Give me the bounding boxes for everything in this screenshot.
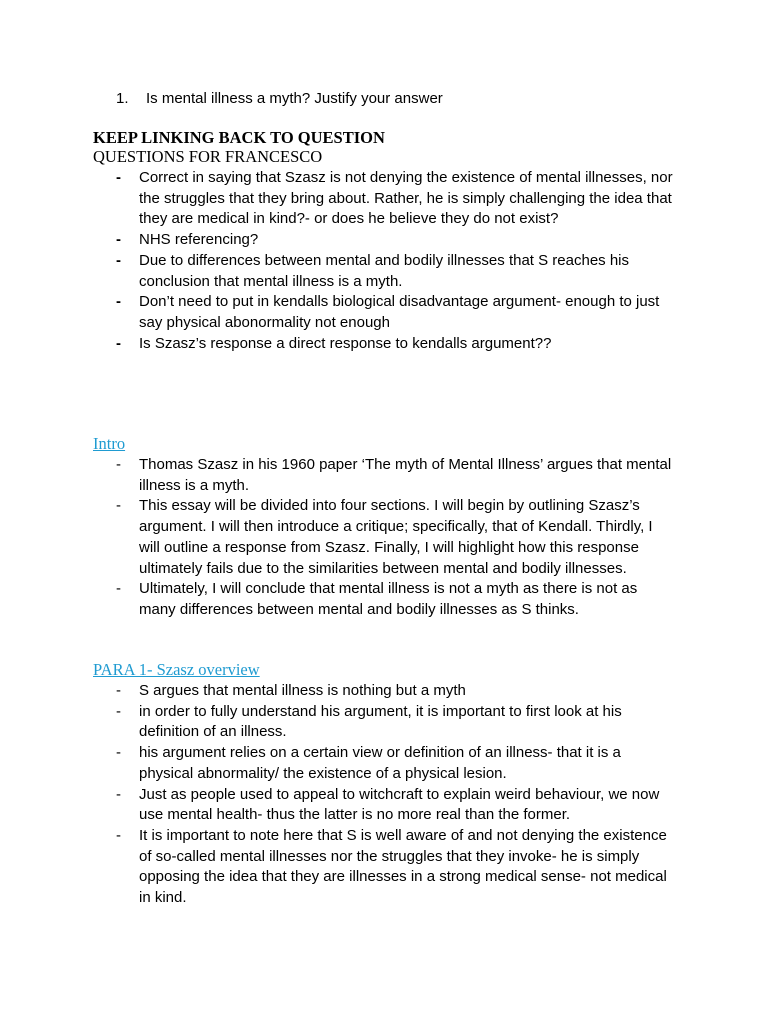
list-item-text: Just as people used to appeal to witchcraft to explain weird behaviour, we now use mental health- thus the latter is no more real than the former. (139, 785, 660, 824)
bullet-dash: - (116, 293, 121, 311)
bullet-dash: - (116, 231, 121, 249)
list-item-text: Due to differences between mental and bodily illnesses that S reaches his conclusion that mental illness is a myth. (139, 251, 630, 290)
list-item (0, 702, 768, 743)
intro-list (0, 455, 768, 621)
para1-heading[interactable]: PARA 1- Szasz overview (93, 660, 260, 679)
list-item-text: It is important to note here that S is well aware of and not denying the existence of so-called mental illnesses nor the struggles that they invoke- he is simply opposing the idea that they are illnesses in a strong medical sense- not medical in kind. (139, 826, 667, 907)
bullet-dash: - (116, 826, 121, 844)
bullet-dash: - (116, 702, 121, 720)
list-item (0, 496, 768, 579)
question-number: 1. (116, 90, 129, 107)
para1-list (0, 681, 768, 909)
list-item-text: NHS referencing? (139, 231, 259, 249)
bullet-dash: - (116, 785, 121, 803)
list-item (0, 826, 768, 909)
list-item-text: S argues that mental illness is nothing but a myth (139, 682, 466, 699)
list-item-text: Correct in saying that Szasz is not denying the existence of mental illnesses, nor the struggles that they bring about. Rather, he is simply challenging the idea that they are medical in kind?- or does he believe they do not exist? (139, 169, 673, 228)
list-item-text: Thomas Szasz in his 1960 paper ‘The myth of Mental Illness’ argues that mental illness is a myth. (139, 456, 672, 494)
list-item (0, 168, 768, 230)
list-item (0, 230, 768, 251)
question-text: Is mental illness a myth? Justify your answer (146, 90, 443, 107)
list-item (0, 292, 768, 333)
list-item (0, 785, 768, 826)
list-item (0, 579, 768, 620)
questions-for-heading: QUESTIONS FOR FRANCESCO (93, 147, 323, 166)
list-item (0, 251, 768, 292)
list-item-text: Don’t need to put in kendalls biological disadvantage argument- enough to just say physical abonormality not enough (139, 293, 660, 331)
list-item-text: in order to fully understand his argument, it is important to first look at his definition of an illness. (139, 702, 622, 741)
bullet-dash: - (116, 580, 121, 598)
list-item-text: his argument relies on a certain view or definition of an illness- that it is a physical abnormality/ the existence of a physical lesion. (139, 744, 621, 782)
bullet-dash: - (116, 744, 121, 762)
list-item (0, 743, 768, 784)
list-item-text: Is Szasz’s response a direct response to kendalls argument?? (139, 334, 552, 352)
bullet-dash: - (116, 169, 121, 186)
bullet-dash: - (116, 456, 121, 473)
intro-heading[interactable]: Intro (93, 434, 126, 453)
list-item (0, 455, 768, 496)
bullet-dash: - (116, 497, 121, 515)
list-item (0, 334, 768, 355)
numbered-question (116, 89, 443, 110)
list-item (0, 681, 768, 702)
bullet-dash: - (116, 682, 121, 699)
list-item-text: Ultimately, I will conclude that mental illness is not a myth as there is not as many differences between mental and bodily illnesses as S thinks. (139, 580, 638, 618)
bullet-dash: - (116, 251, 121, 269)
questions-list (0, 168, 768, 354)
list-item-text: This essay will be divided into four sections. I will begin by outlining Szasz’s argument. I will then introduce a critique; specifically, that of Kendall. Thirdly, I will outline a response from Szasz. Finally, I will highlight how this response ultimately fails due to the similarities between mental and bodily illnesses. (139, 497, 653, 577)
keep-linking-heading: KEEP LINKING BACK TO QUESTION (93, 128, 385, 147)
bullet-dash: - (116, 334, 121, 352)
